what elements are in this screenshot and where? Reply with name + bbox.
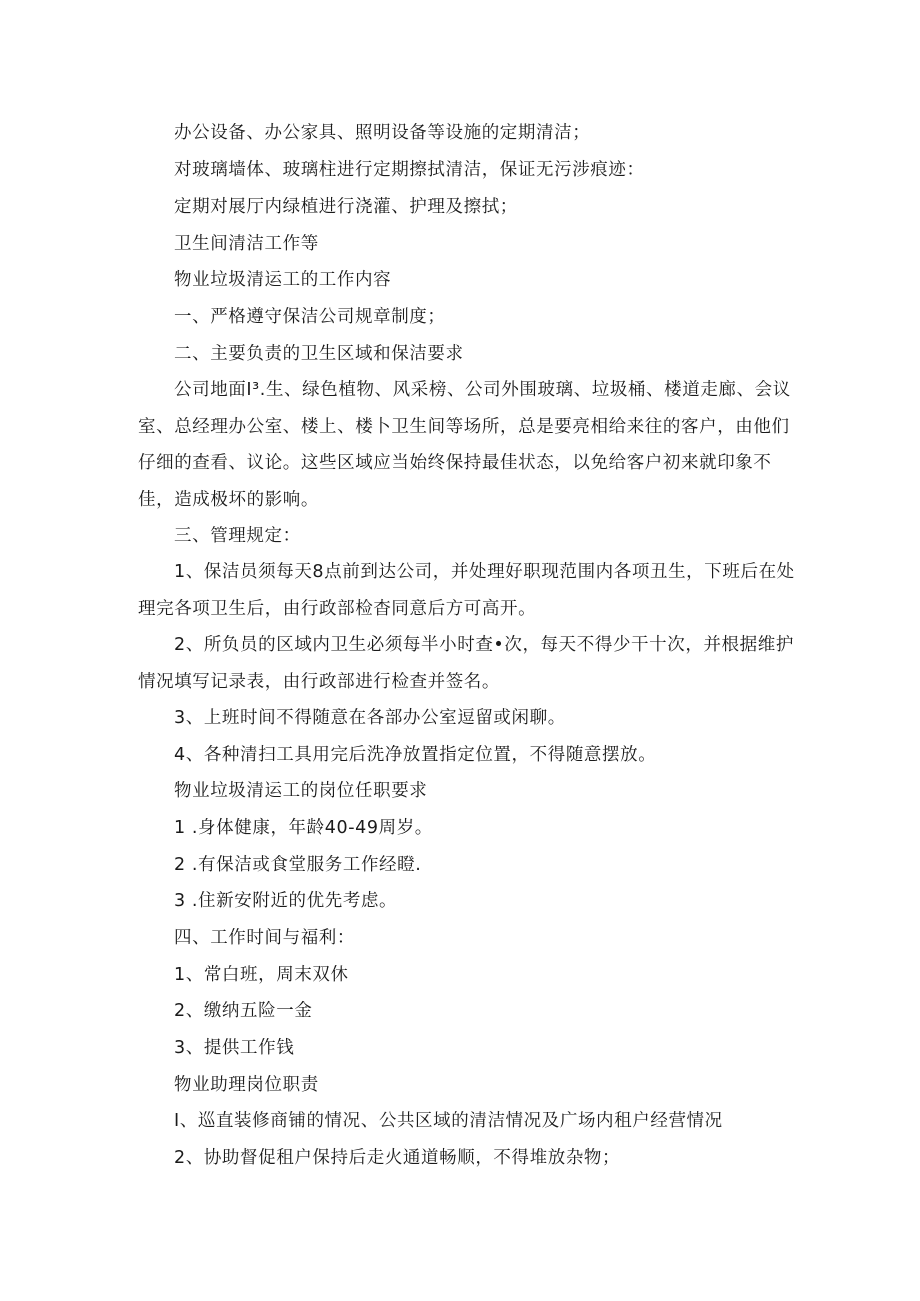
- section-heading: 物业垃圾清运工的工作内容: [174, 270, 392, 290]
- text-line: 三、管理规定：: [174, 526, 301, 546]
- text-line: 卫生间清洁工作等: [174, 234, 319, 254]
- text-line: 办公设备、办公家具、照明设备等设施的定期清洁；: [174, 123, 591, 143]
- text-line: 2、协助督促租户保持后走火通道畅顺，不得堆放杂物；: [174, 1148, 621, 1168]
- text-line: 3、提供工作钱: [174, 1038, 295, 1058]
- section-heading: 物业垃圾清运工的岗位任职要求: [174, 781, 428, 801]
- section-heading: 物业助理岗位职责: [174, 1075, 319, 1095]
- paragraph-rule-2: 2、所负员的区域内卫生必须每半小时查•次，每天不得少干十次，并根据维护情况填写记录表，由行政部进行检查并签名。: [138, 635, 794, 692]
- text-line: 3 .住新安附近的优先考虑。: [174, 891, 398, 911]
- text-line: 二、主要负责的卫生区域和保洁要求: [174, 344, 464, 364]
- text-line: 2 .有保洁或食堂服务工作经瞪.: [174, 855, 422, 875]
- text-line: 1、常白班，周末双休: [174, 965, 349, 985]
- text-line: 定期对展厅内绿植进行浇灌、护理及擦拭；: [174, 197, 518, 217]
- text-line: 对玻璃墙体、玻璃柱进行定期擦拭清洁，保证无污涉痕迹：: [174, 160, 645, 180]
- text-line: 1 .身体健康，年龄40-49周岁。: [174, 818, 433, 838]
- text-line: 四、工作时间与福利：: [174, 928, 355, 948]
- text-line: 3、上班时间不得随意在各部办公室逗留或闲聊。: [174, 708, 566, 728]
- text-line: I、巡直装修商铺的情况、公共区域的清洁情况及广场内租户经营情况: [174, 1111, 723, 1131]
- text-line: 一、严格遵守保洁公司规章制度；: [174, 307, 446, 327]
- text-line: 2、缴纳五险一金: [174, 1001, 313, 1021]
- paragraph-hygiene-areas: 公司地面I³.生、绿色植物、风采榜、公司外围玻璃、垃圾桶、楼道走廊、会议室、总经理办公室、楼上、楼卜卫生间等场所，总是要亮相给来往的客户，由他们仔细的查看、议论。这些区域应当始终保持最佳状态，以免给客户初来就印象不佳，造成极坏的影响。: [138, 380, 791, 510]
- text-line: 4、各种清扫工具用完后洗净放置指定位置，不得随意摆放。: [174, 745, 657, 765]
- paragraph-rule-1: 1、保洁员须每天8点前到达公司，并处理好职现范围内各项丑生，下班后在处理完各项卫生后，由行政部检杳同意后方可高开。: [138, 562, 795, 619]
